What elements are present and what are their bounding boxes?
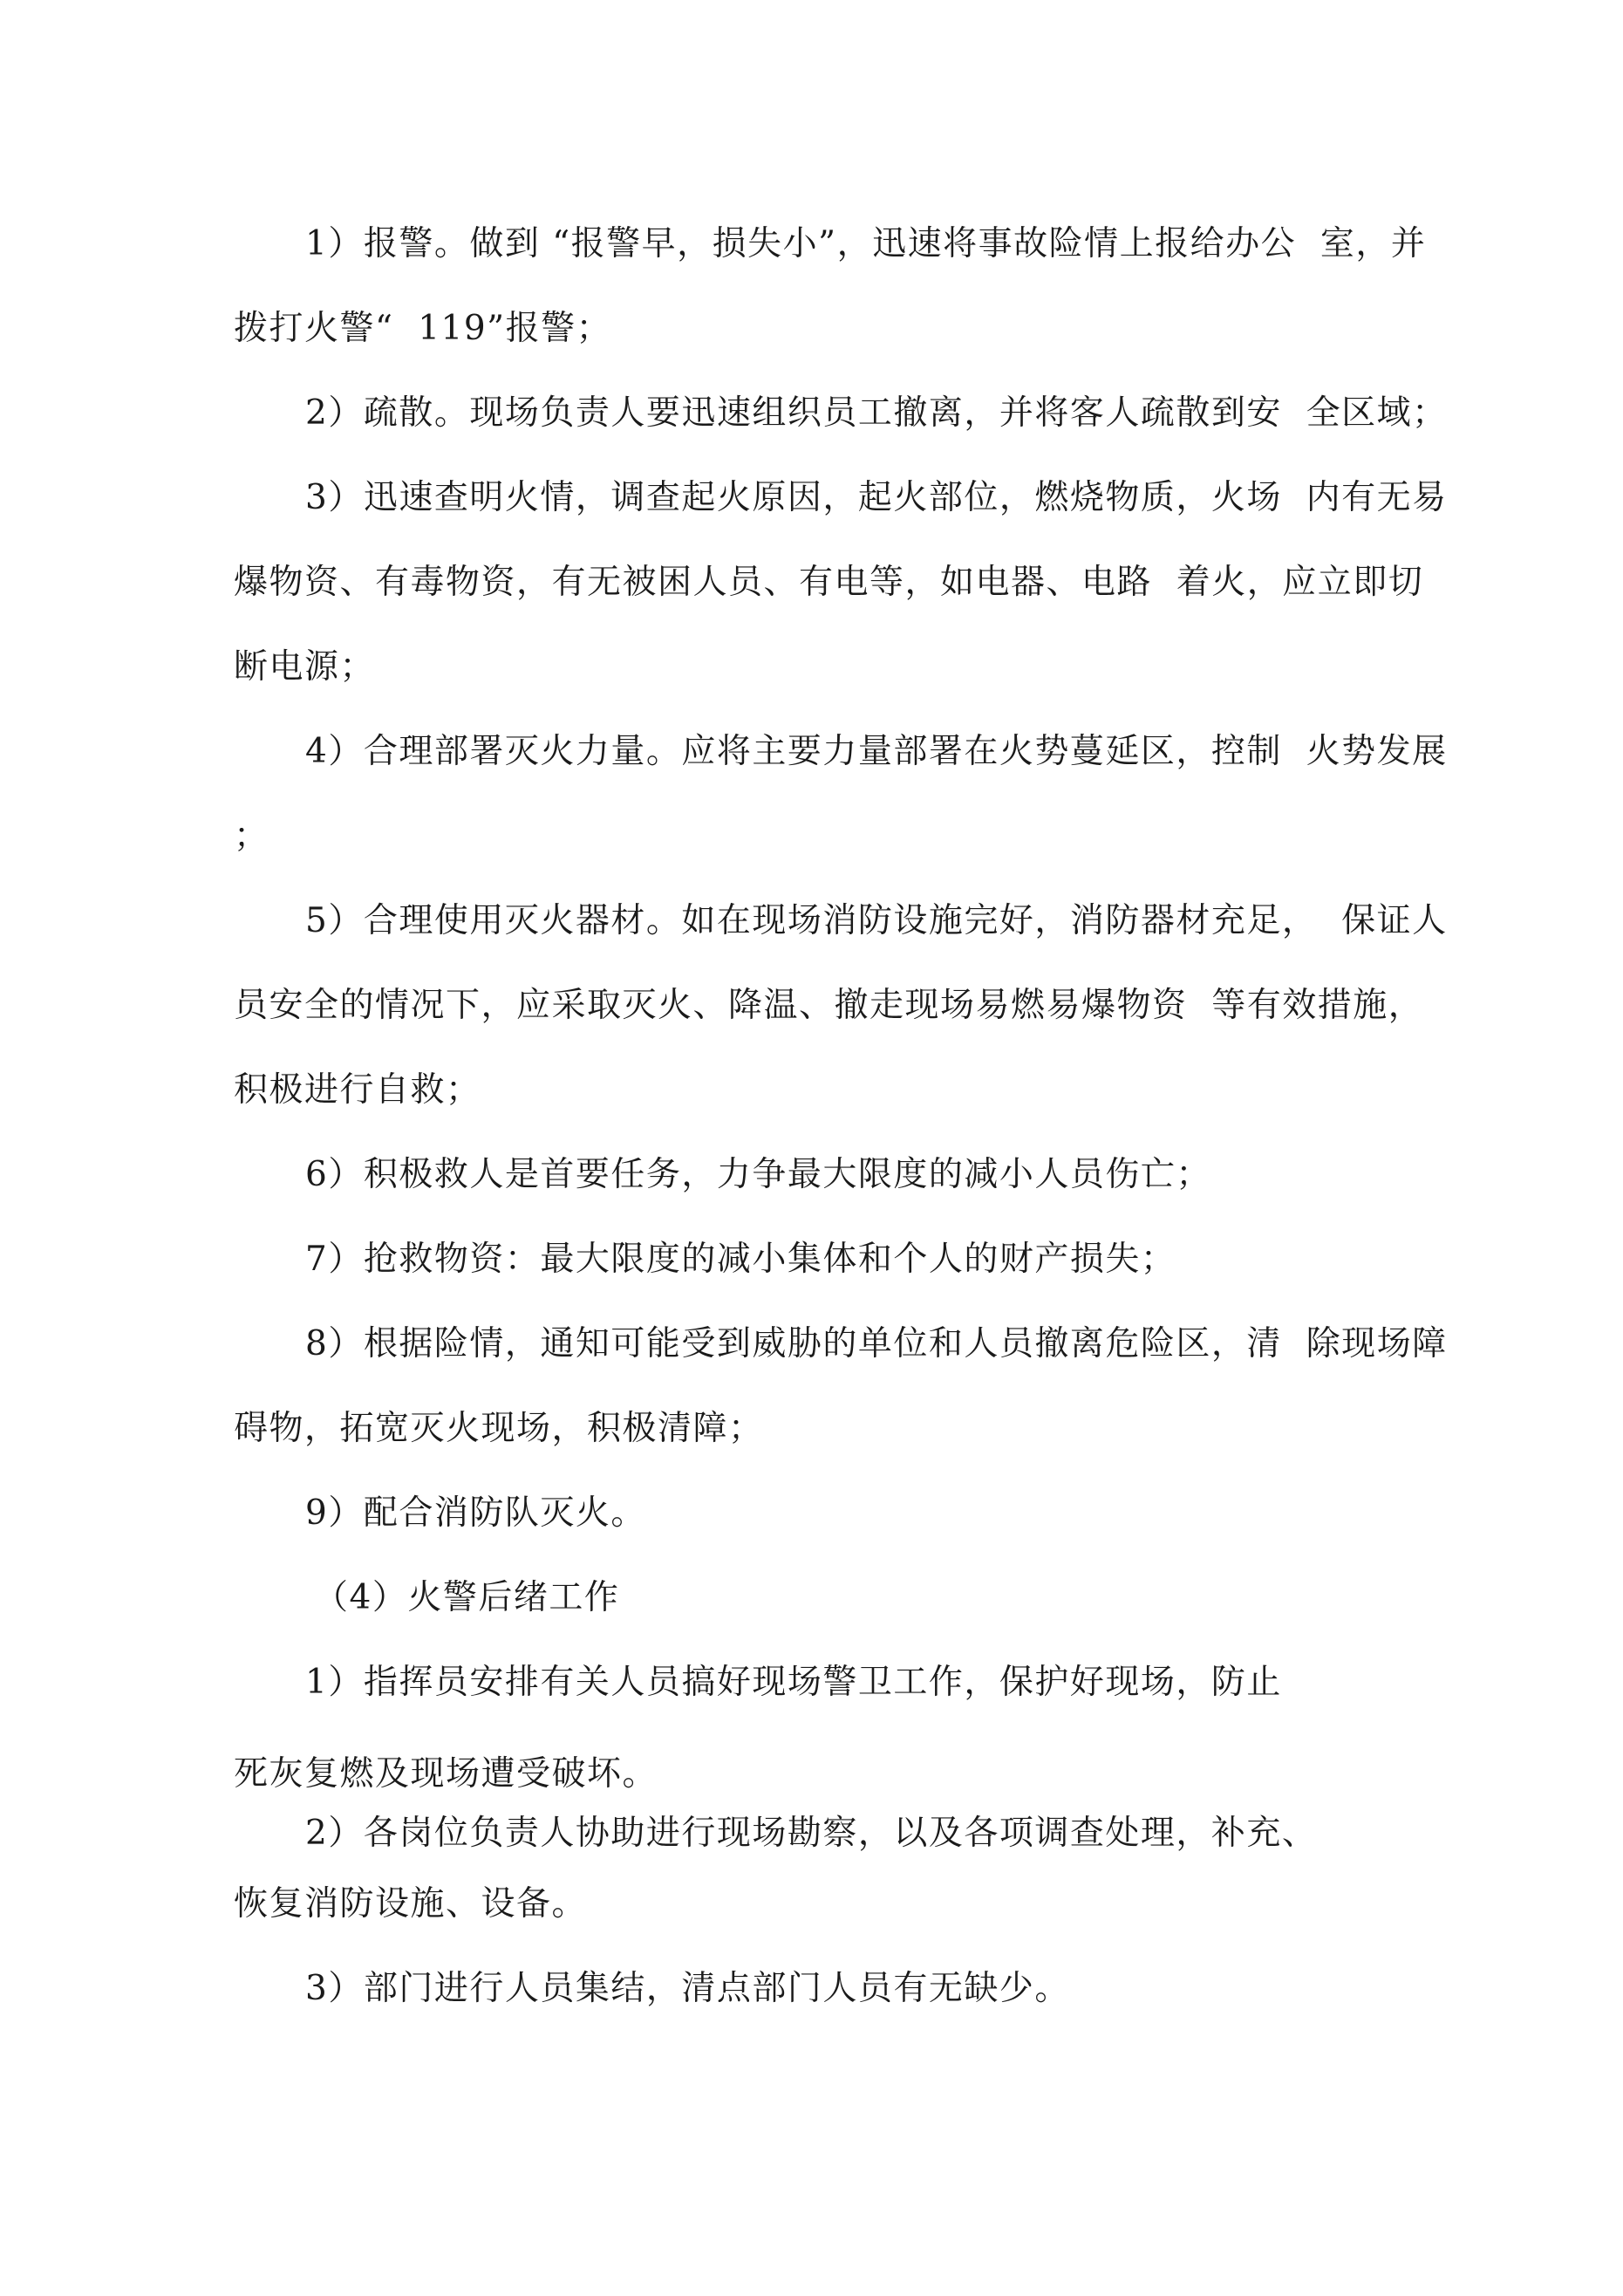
paragraph-line: 恢复消防设施、设备。 [234, 1884, 588, 1924]
paragraph-line: 9）配合消防队灭火。 [305, 1493, 646, 1533]
paragraph-line: 碍物，拓宽灭火现场，积极清障； [234, 1409, 764, 1448]
paragraph-line: 8）根据险情，通知可能受到威胁的单位和人员撤离危险区，清 除现场障 [305, 1324, 1448, 1363]
section-heading: （4）火警后绪工作 [314, 1578, 620, 1617]
paragraph-line: 7）抢救物资：最大限度的减小集体和个人的财产损失； [305, 1240, 1176, 1279]
paragraph-line: 1）报警。做到 “报警早，损失小”，迅速将事故险情上报给办公 室，并 [305, 224, 1427, 263]
paragraph-line: 3）迅速查明火情，调查起火原因，起火部位，燃烧物质，火场 内有无易 [305, 478, 1448, 517]
paragraph-line: 2）疏散。现场负责人要迅速组织员工撤离，并将客人疏散到安 全区域； [305, 393, 1448, 433]
paragraph-line: 3）部门进行人员集结，清点部门人员有无缺少。 [305, 1969, 1070, 2008]
paragraph-line: 爆物资、有毒物资，有无被困人员、有电等，如电器、电路 着火，应立即切 [234, 563, 1424, 602]
paragraph-line: 1）指挥员安排有关人员搞好现场警卫工作，保护好现场，防止 [305, 1663, 1282, 1702]
paragraph-line: 死灰复燃及现场遭受破坏。 [234, 1754, 658, 1794]
paragraph-line: 2）各岗位负责人协助进行现场勘察，以及各项调查处理，补充、 [305, 1814, 1318, 1853]
paragraph-line: 积极进行自救； [234, 1070, 481, 1110]
paragraph-line: 5）合理使用灭火器材。如在现场消防设施完好，消防器材充足， 保证人 [305, 901, 1448, 940]
paragraph-line: 6）积极救人是首要任务，力争最大限度的减小人员伤亡； [305, 1155, 1211, 1194]
paragraph-line: ； [234, 817, 269, 856]
paragraph-line: 4）合理部署灭火力量。应将主要力量部署在火势蔓延区，控制 火势发展 [305, 732, 1448, 771]
paragraph-line: 断电源； [234, 647, 376, 687]
paragraph-line: 员安全的情况下，应采取灭火、降温、撤走现场易燃易爆物资 等有效措施， [234, 986, 1424, 1025]
paragraph-line: 拨打火警“ 119”报警； [234, 309, 612, 348]
